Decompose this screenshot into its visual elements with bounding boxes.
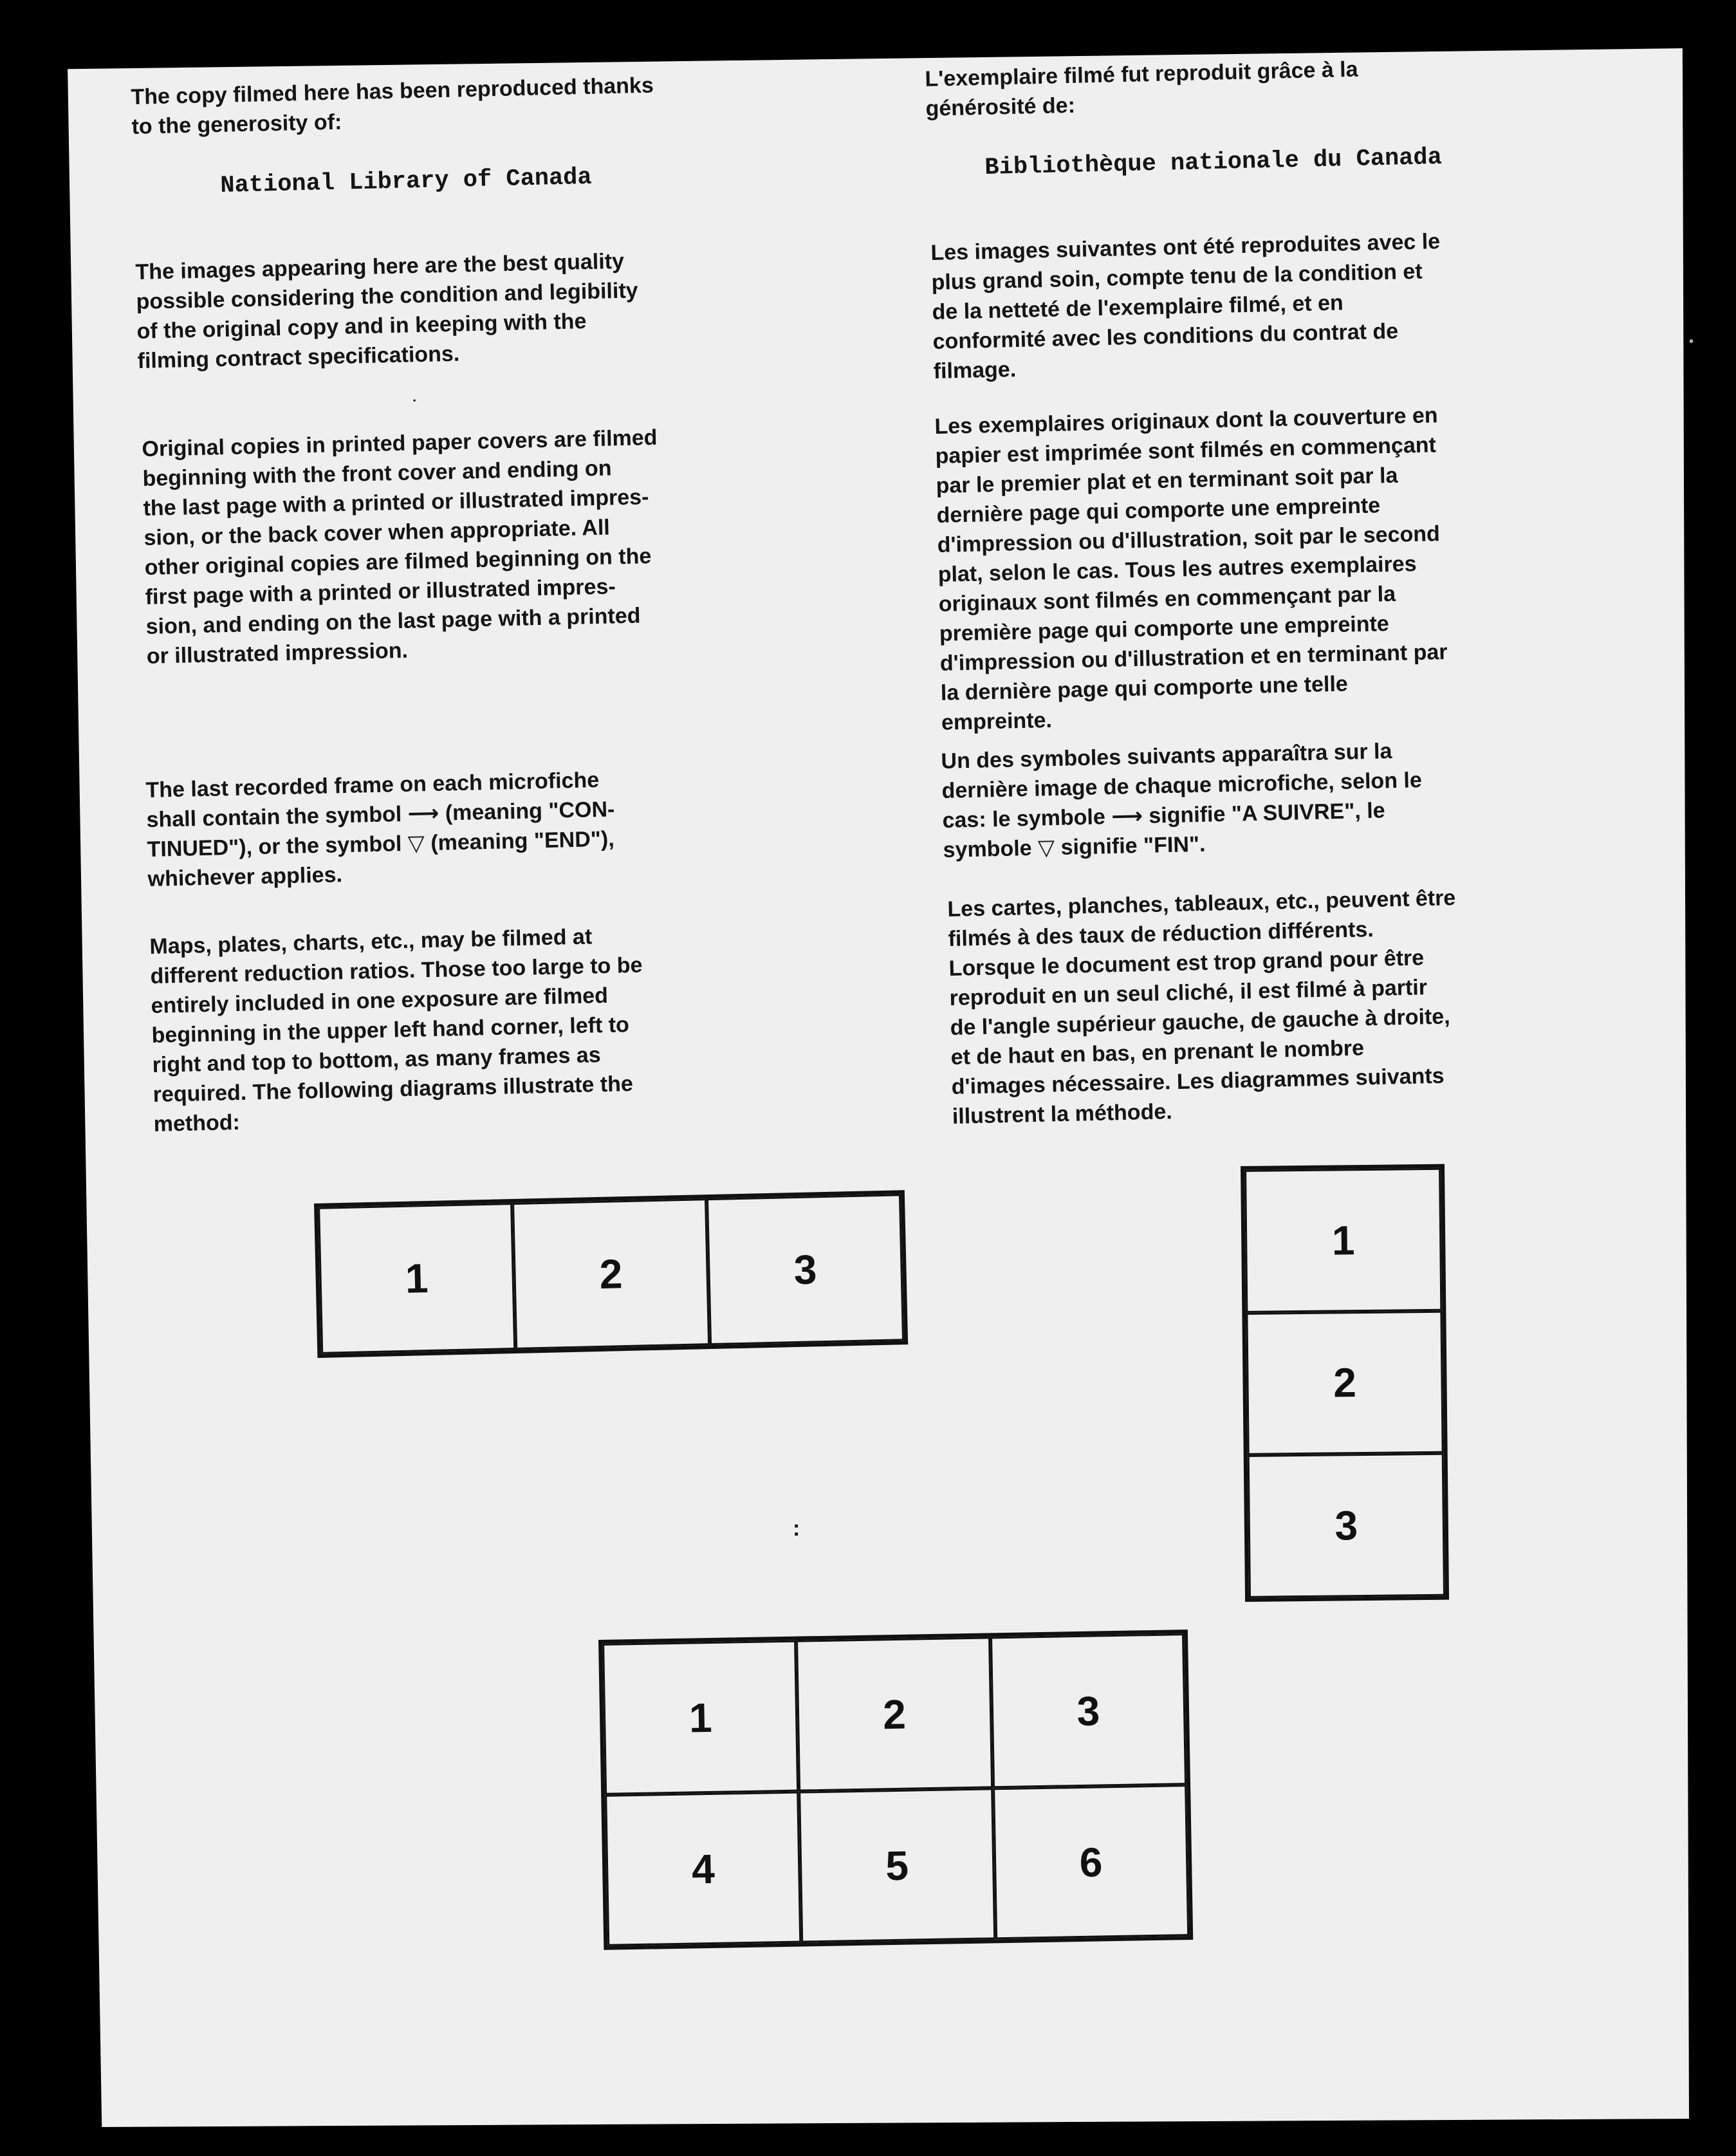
diagram-row-cell: 1 <box>318 1203 515 1354</box>
left-paragraph-symbols: The last recorded frame on each microfiche shall contain the symbol ⟶ (meaning "CON- TINUED"), or the symbol ▽ (meaning "END"), whichever applies. <box>145 768 615 891</box>
right-intro: L'exemplaire filmé fut reproduit grâce à la générosité de: <box>925 57 1358 121</box>
diagram-row-cell: 2 <box>512 1198 710 1350</box>
diagram-grid-cell: 2 <box>796 1637 992 1791</box>
diagram-grid-cell: 6 <box>993 1785 1189 1939</box>
right-paragraph-quality: Les images suivantes ont été reproduites avec le plus grand soin, compte tenu de la condition et de la netteté de l'exemplaire filmé, et en conformité avec les conditions du contrat de filmage. <box>930 229 1441 384</box>
right-library-name: Bibliothèque nationale du Canada <box>984 144 1443 181</box>
diagram-column-cell: 1 <box>1244 1168 1442 1313</box>
scan-speck: • <box>413 396 416 405</box>
diagram-column <box>1241 1164 1449 1602</box>
diagram-grid-cell: 4 <box>605 1792 801 1946</box>
diagram-grid-cell: 5 <box>799 1788 995 1942</box>
diagram-column-cell: 2 <box>1246 1310 1443 1455</box>
right-paragraph-maps: Les cartes, planches, tableaux, etc., peuvent être filmés à des taux de réduction différents. Lorsque le document est trop grand pour être reproduit en un seul cliché, il est filmé à partir de l'angle supérieur gauche, de gauche à droite, et de haut en bas, en prenant le nombre d'images nécessaire. Les diagrammes suivants illustrent la méthode. <box>947 886 1456 1129</box>
left-paragraph-quality: The images appearing here are the best quality possible considering the condition and legibility of the original copy and in keeping with the filming contract specifications. <box>135 248 638 373</box>
right-paragraph-originals: Les exemplaires originaux dont la couverture en papier est imprimée sont filmés en commençant par le premier plat et en terminant soit par la dernière page qui comporte une empreinte d'impression ou d'illustration, soit par le second plat, selon le cas. Tous les autres exemplaires originaux sont filmés en commençant par la première page qui comporte une empreinte d'impression ou d'illustration et en terminant par la dernière page qui comporte une telle empreinte. <box>934 403 1448 735</box>
left-intro: The copy filmed here has been reproduced thanks to the generosity of: <box>131 73 654 139</box>
left-paragraph-originals: Original copies in printed paper covers are filmed beginning with the front cover and ending on the last page with a printed or illustrated impres- sion, or the back cover when appropriate. All other original copies are filmed beginning on the first page with a printed or illustrated impres- sion, and ending on the last page with a printed or illustrated impression. <box>142 425 658 669</box>
scan-speck: • <box>1689 335 1694 349</box>
diagram-row-cell: 3 <box>706 1194 904 1345</box>
diagram-row <box>314 1190 908 1358</box>
right-paragraph-symbols: Un des symboles suivants apparaîtra sur la dernière image de chaque microfiche, selon le cas: le symbole ⟶ signifie "A SUIVRE", le symbole ▽ signifie "FIN". <box>941 739 1423 862</box>
diagram-grid <box>598 1630 1193 1950</box>
left-paragraph-maps: Maps, plates, charts, etc., may be filmed at different reduction ratios. Those too large to be entirely included in one exposure are filmed beginning in the upper left hand corner, left to right and top to bottom, as many frames as required. The following diagrams illustrate the method: <box>149 924 643 1137</box>
diagram-column-cell: 3 <box>1248 1453 1445 1598</box>
diagram-grid-cell: 3 <box>990 1633 1187 1788</box>
left-library-name: National Library of Canada <box>220 163 593 200</box>
diagram-grid-cell: 1 <box>602 1640 799 1795</box>
scan-speck: : <box>793 1516 800 1541</box>
